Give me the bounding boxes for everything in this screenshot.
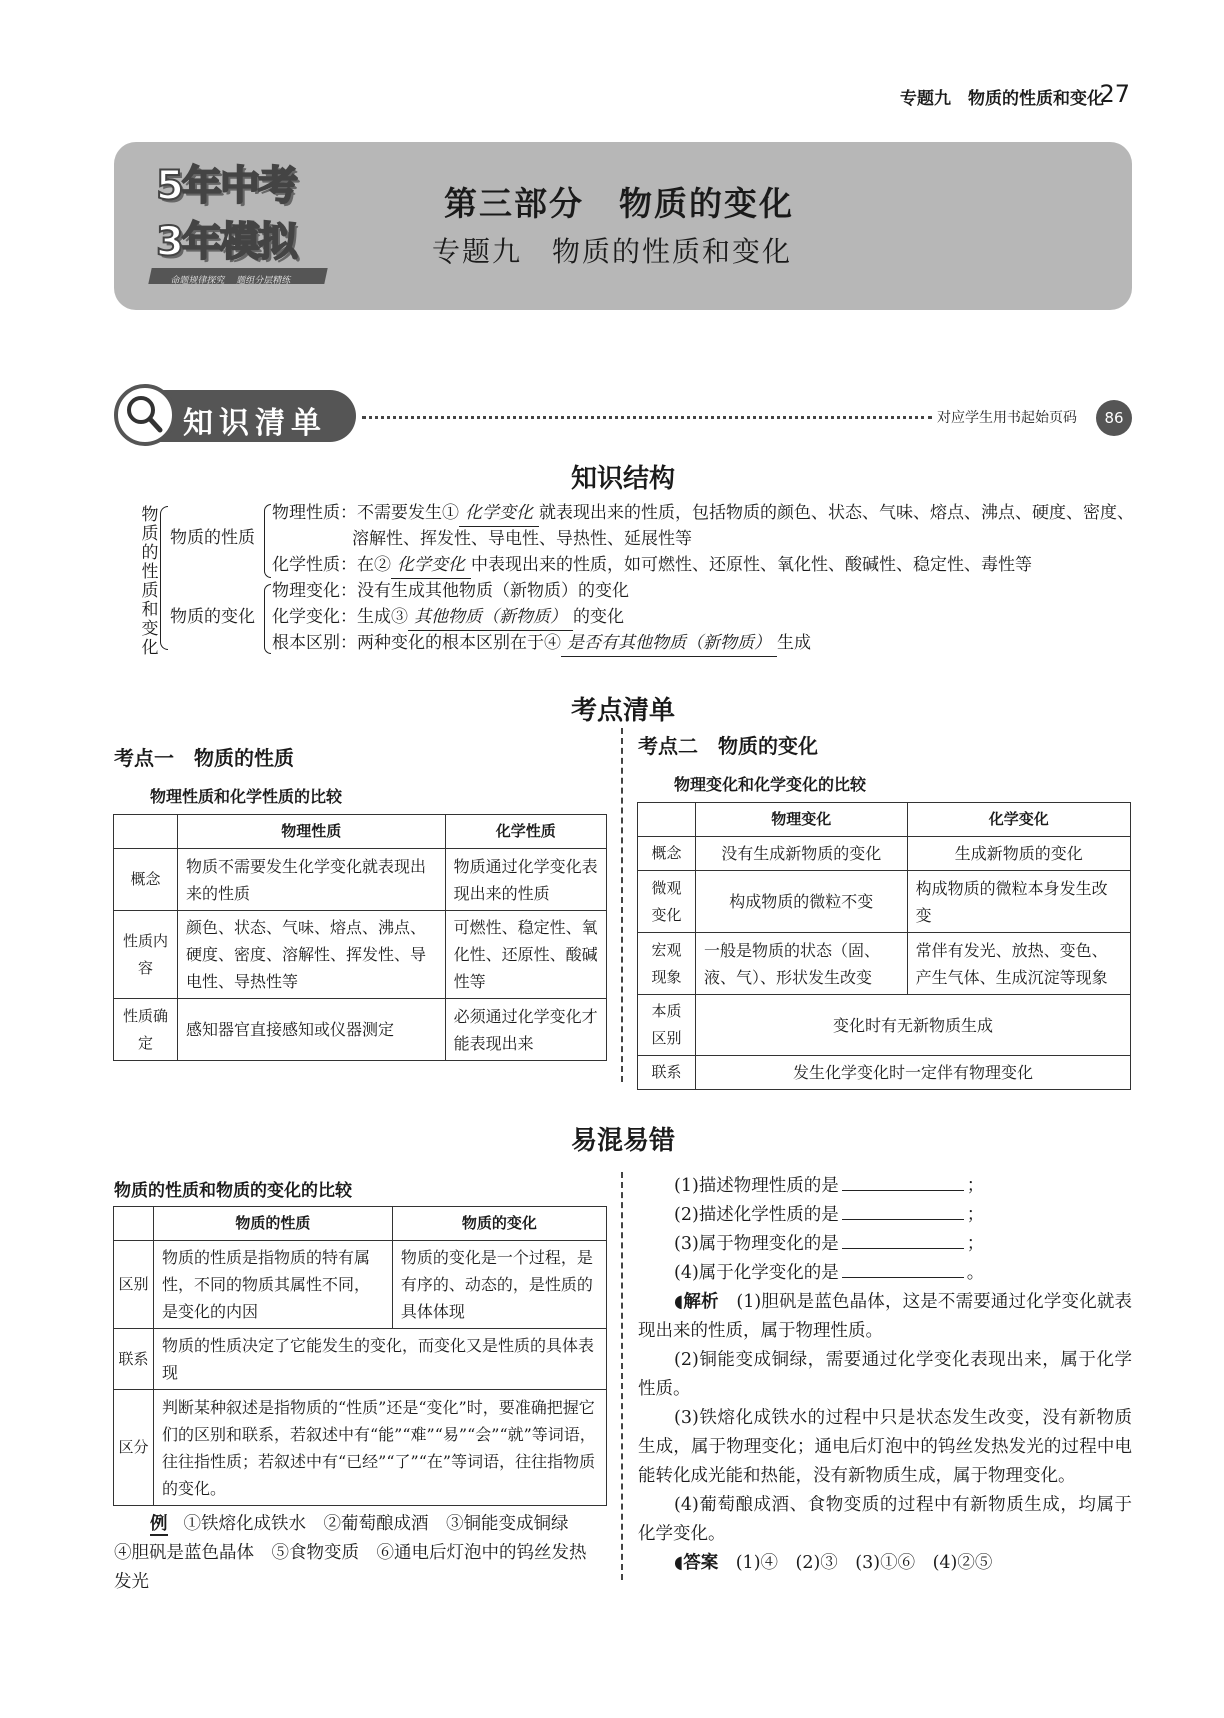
question-4: (4)属于化学变化的是 。 [674,1263,985,1283]
kp2-merged-cell: 发生化学变化时一定伴有物理变化 [696,1056,1131,1090]
kp1-header-a: 物理性质 [178,815,446,849]
answer-tag: ◖答案 [674,1553,719,1573]
example-line3: 发光 [114,1572,149,1592]
part-title: 第三部分 物质的变化 [444,184,794,223]
analysis-4: (4)葡萄酿成酒、食物变质的过程中有新物质生成，均属于化学变化。 [638,1495,1132,1544]
question-2: (2)描述化学性质的是 ； [674,1205,985,1225]
phys-prop-line: 物理性质：不需要发生① 化学变化 就表现出来的性质，包括物质的颜色、状态、气味、熔点、沸点、硬度、密度、 [272,500,1134,527]
kp2-row-label: 概念 [638,837,696,871]
chem-change-line: 化学变化：生成③ 其他物质（新物质） 的变化 [272,604,624,631]
kp2-cell: 构成物质的微粒不变 [696,871,908,933]
blank-3: 其他物质（新物质） [408,604,573,631]
kp1-table [113,814,607,1061]
ref-text: 对应学生用书起始页码 [937,410,1077,426]
topic-title: 专题九 物质的性质和变化 [432,235,793,268]
example-line2: ④胆矾是蓝色晶体 ⑤食物变质 ⑥通电后灯泡中的钨丝发热 [114,1543,587,1563]
kp2-row-label: 联系 [638,1056,696,1090]
answer-icon: ◖ [674,1553,684,1573]
kp2-row-label: 宏观现象 [638,933,696,995]
root-brace [160,506,168,650]
kp2-table [637,802,1131,1090]
branch-changes: 物质的变化 [170,607,255,627]
kp2-row-label: 本质区别 [638,995,696,1056]
knowledge-structure-heading: 知识结构 [570,464,675,494]
kp1-row-label: 性质确定 [114,999,178,1061]
ref-page-badge: 86 [1096,400,1132,436]
kp2-caption: 物理变化和化学变化的比较 [674,775,867,794]
conf-merged-cell: 物质的性质决定了它能发生的变化，而变化又是性质的具体表现 [154,1329,607,1390]
question-1: (1)描述物理性质的是 ； [674,1176,985,1196]
kp2-header-a: 物理变化 [696,803,908,837]
questions-block [638,1172,1132,1578]
kp2-cell: 生成新物质的变化 [907,837,1130,871]
kp2-cell: 构成物质的微粒本身发生改变 [907,871,1130,933]
page-number: 27 [1099,80,1130,108]
kp2-title: 考点二 物质的变化 [638,734,818,758]
kp1-row-label: 概念 [114,849,178,911]
kp2-merged-cell: 变化时有无新物质生成 [696,995,1131,1056]
kp1-row-label: 性质内容 [114,911,178,999]
kp1-cell: 物质通过化学变化表现出来的性质 [445,849,606,911]
chem-prop-line: 化学性质：在② 化学变化 中表现出来的性质，如可燃性、还原性、氧化性、酸碱性、稳定性、毒性等 [272,552,1032,579]
branch-properties: 物质的性质 [170,528,255,548]
answer-line: ◖答案 (1)④ (2)③ (3)①⑥ (4)②⑤ [674,1553,993,1573]
kp1-header-b: 化学性质 [445,815,606,849]
conf-merged-cell: 判断某种叙述是指物质的“性质”还是“变化”时，要准确把握它们的区别和联系，若叙述中有“能”“难”“易”“会”“就”等词语，往往指性质；若叙述中有“已经”“了”“在”等词语，往往指物质的变化。 [154,1390,607,1506]
conf-cell: 物质的性质是指物质的特有属性，不同的物质其属性不同，是变化的内因 [154,1241,393,1329]
kp1-title: 考点一 物质的性质 [114,746,294,770]
structure-root: 物质的性质和变化 [141,505,159,658]
kp2-cell: 没有生成新物质的变化 [696,837,908,871]
kp2-row-label: 微观变化 [638,871,696,933]
kp1-cell: 物质不需要发生化学变化就表现出来的性质 [178,849,446,911]
column-divider-bottom [621,1172,623,1580]
kp1-cell: 感知器官直接感知或仪器测定 [178,999,446,1061]
example-block: 例 ①铁熔化成铁水 ②葡萄酿成酒 ③铜能变成铜绿 ④胆矾是蓝色晶体 ⑤食物变质 ⑥通电后灯泡中的钨丝发热 发光 [114,1510,608,1597]
kp1-cell: 颜色、状态、气味、熔点、沸点、硬度、密度、溶解性、挥发性、导电性、导热性等 [178,911,446,999]
conf-row-label: 区别 [114,1241,154,1329]
confusions-caption: 物质的性质和物质的变化的比较 [114,1181,352,1201]
kp2-cell: 常伴有发光、放热、变色、产生气体、生成沉淀等现象 [907,933,1130,995]
kp1-cell: 可燃性、稳定性、氧化性、还原性、酸碱性等 [445,911,606,999]
phys-change-line: 物理变化：没有生成其他物质（新物质）的变化 [272,581,629,601]
dotted-leader [362,416,932,419]
conf-header-a: 物质的性质 [154,1207,393,1241]
key-points-heading: 考点清单 [570,696,675,726]
analysis-icon: ◖ [674,1292,684,1312]
analysis-1: ◖解析 (1)胆矾是蓝色晶体，这是不需要通过化学变化就表现出来的性质，属于物理性质。 [638,1292,1133,1341]
properties-brace [264,504,271,578]
conf-cell: 物质的变化是一个过程，是有序的、动态的，是性质的具体体现 [392,1241,606,1329]
analysis-tag: ◖解析 [674,1292,719,1312]
kp2-cell: 一般是物质的状态（固、液、气）、形状发生改变 [696,933,908,995]
changes-brace [264,584,271,654]
confusions-table [113,1206,607,1506]
section-label: 知识清单 [183,406,327,441]
question-3: (3)属于物理变化的是 ； [674,1234,985,1254]
analysis-2: (2)铜能变成铜绿，需要通过化学变化表现出来，属于化学性质。 [638,1350,1132,1399]
blank-4: 是否有其他物质（新物质） [561,630,777,657]
phys-prop-cont: 溶解性、挥发性、导电性、导热性、延展性等 [352,529,692,549]
confusions-heading: 易混易错 [570,1126,675,1156]
difference-line: 根本区别：两种变化的根本区别在于④ 是否有其他物质（新物质） 生成 [272,630,811,657]
analysis-3: (3)铁熔化成铁水的过程中只是状态发生改变，没有新物质生成，属于物理变化；通电后灯泡中的钨丝发热发光的过程中电能转化成光能和热能，没有新物质生成，属于物理变化。 [638,1408,1132,1486]
blank-1: 化学变化 [459,500,539,527]
kp1-caption: 物理性质和化学性质的比较 [150,787,343,806]
example-tag: 例 [150,1514,168,1534]
conf-header-b: 物质的变化 [392,1207,606,1241]
conf-row-label: 区分 [114,1390,154,1506]
kp2-header-b: 化学变化 [907,803,1130,837]
series-logo: 5年中考 3年模拟 命题规律探究 题组分层精练 [150,148,330,298]
column-divider-top [621,728,623,1082]
magnifier-icon [114,384,176,446]
kp1-cell: 必须通过化学变化才能表现出来 [445,999,606,1061]
running-title: 专题九 物质的性质和变化 [900,89,1104,109]
blank-2: 化学变化 [391,552,471,579]
conf-row-label: 联系 [114,1329,154,1390]
